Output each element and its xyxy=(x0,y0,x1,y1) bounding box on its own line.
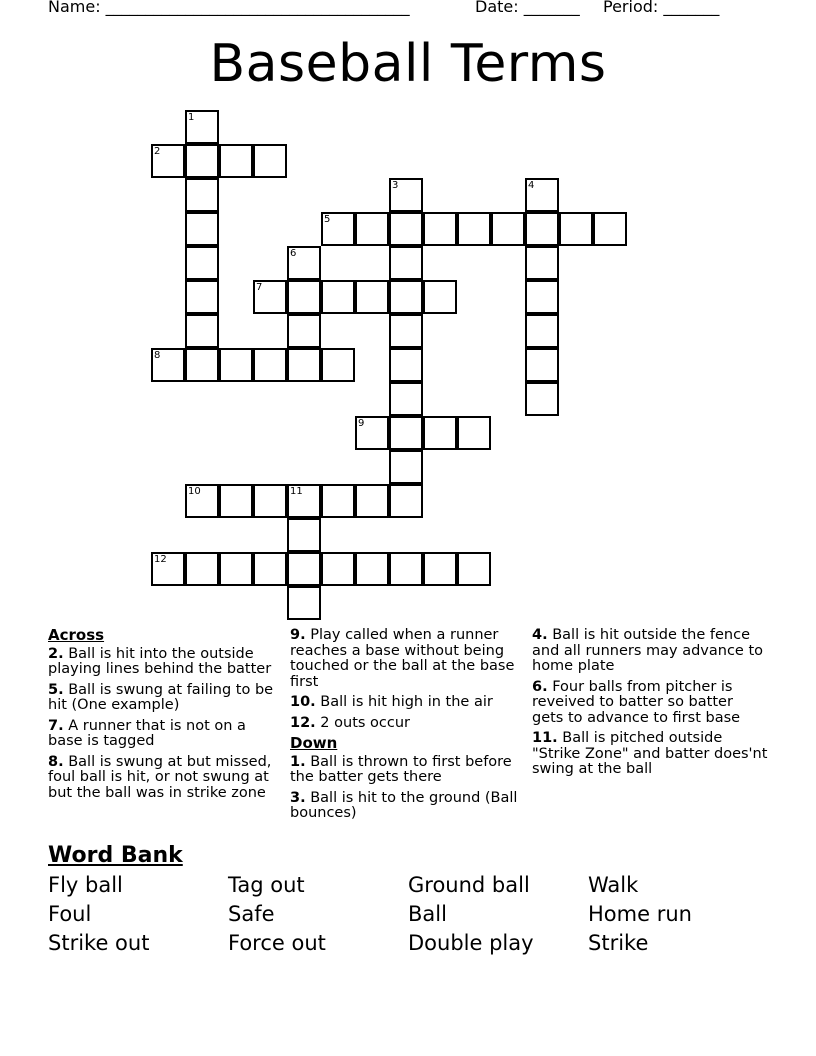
word-bank-item: Tag out xyxy=(228,873,305,897)
grid-cell[interactable] xyxy=(321,280,355,314)
grid-cell[interactable] xyxy=(287,586,321,620)
grid-cell[interactable] xyxy=(185,212,219,246)
grid-cell[interactable] xyxy=(151,144,185,178)
word-bank-item: Force out xyxy=(228,931,326,955)
grid-cell[interactable] xyxy=(525,348,559,382)
word-bank-title: Word Bank xyxy=(48,843,183,868)
down-heading: Down xyxy=(290,734,338,752)
grid-cell[interactable] xyxy=(457,212,491,246)
clue-number: 11 xyxy=(290,486,303,497)
grid-cell[interactable] xyxy=(287,280,321,314)
grid-cell[interactable] xyxy=(559,212,593,246)
grid-cell[interactable] xyxy=(423,416,457,450)
grid-cell[interactable] xyxy=(321,552,355,586)
clue-across-9: 9. Play called when a runner reaches a base without being touched or the ball at the base first xyxy=(290,627,515,690)
clue-down-3: 3. Ball is hit to the ground (Ball bounces) xyxy=(290,789,518,821)
clue-number: 1 xyxy=(188,112,195,123)
grid-cell[interactable] xyxy=(491,212,525,246)
grid-cell[interactable] xyxy=(389,280,423,314)
grid-cell[interactable] xyxy=(185,552,219,586)
grid-cell[interactable] xyxy=(185,348,219,382)
word-bank-item: Ground ball xyxy=(408,873,530,897)
clue-down-4: 4. Ball is hit outside the fence and all runners may advance to home plate xyxy=(532,627,764,674)
word-bank-item: Strike xyxy=(588,931,649,955)
word-bank-item: Walk xyxy=(588,873,639,897)
across-heading: Across xyxy=(48,626,105,644)
word-bank-item: Ball xyxy=(408,902,447,926)
word-bank-item: Double play xyxy=(408,931,534,955)
grid-cell[interactable] xyxy=(253,144,287,178)
grid-cell[interactable] xyxy=(287,552,321,586)
word-bank-item: Strike out xyxy=(48,931,150,955)
clue-across-8: 8. Ball is swung at but missed, foul ball is hit, or not swung at but the ball was in strike zone xyxy=(48,753,272,801)
clue-number: 7 xyxy=(256,282,263,293)
grid-cell[interactable] xyxy=(287,246,321,280)
grid-cell[interactable] xyxy=(355,212,389,246)
grid-cell[interactable] xyxy=(457,416,491,450)
grid-cell[interactable] xyxy=(321,484,355,518)
grid-cell[interactable] xyxy=(525,382,559,416)
clue-number: 6 xyxy=(290,248,297,259)
name-field[interactable]: Name: ______________________________________ xyxy=(48,0,410,16)
grid-cell[interactable] xyxy=(525,178,559,212)
clue-number: 5 xyxy=(324,214,331,225)
period-field[interactable]: Period: _______ xyxy=(603,0,720,16)
word-bank-item: Home run xyxy=(588,902,692,926)
grid-cell[interactable] xyxy=(389,348,423,382)
grid-cell[interactable] xyxy=(389,212,423,246)
grid-cell[interactable] xyxy=(287,314,321,348)
grid-cell[interactable] xyxy=(253,348,287,382)
grid-cell[interactable] xyxy=(525,314,559,348)
grid-cell[interactable] xyxy=(389,246,423,280)
grid-cell[interactable] xyxy=(321,212,355,246)
grid-cell[interactable] xyxy=(389,314,423,348)
clue-number: 12 xyxy=(154,554,167,565)
date-field[interactable]: Date: _______ xyxy=(475,0,580,16)
clues-column-1 xyxy=(48,628,280,806)
word-bank-item: Safe xyxy=(228,902,275,926)
grid-cell[interactable] xyxy=(423,212,457,246)
clue-number: 4 xyxy=(528,180,535,191)
grid-cell[interactable] xyxy=(389,552,423,586)
grid-cell[interactable] xyxy=(389,382,423,416)
clue-number: 3 xyxy=(392,180,399,191)
clue-across-5: 5. Ball is swung at failing to be hit (One example) xyxy=(48,681,274,713)
clue-down-11: 11. Ball is pitched outside "Strike Zone" and batter does'nt swing at the ball xyxy=(532,730,768,777)
grid-cell[interactable] xyxy=(457,552,491,586)
grid-cell[interactable] xyxy=(185,178,219,212)
grid-cell[interactable] xyxy=(355,552,389,586)
clue-down-6: 6. Four balls from pitcher is reveived to batter so batter gets to advance to first base xyxy=(532,678,741,726)
grid-cell[interactable] xyxy=(219,144,253,178)
grid-cell[interactable] xyxy=(321,348,355,382)
grid-cell[interactable] xyxy=(185,314,219,348)
grid-cell[interactable] xyxy=(219,484,253,518)
grid-cell[interactable] xyxy=(185,246,219,280)
grid-cell[interactable] xyxy=(525,280,559,314)
clues-column-3 xyxy=(532,628,768,783)
grid-cell[interactable] xyxy=(151,348,185,382)
page-title: Baseball Terms xyxy=(209,34,607,94)
grid-cell[interactable] xyxy=(423,280,457,314)
grid-cell[interactable] xyxy=(253,552,287,586)
grid-cell[interactable] xyxy=(423,552,457,586)
word-bank-item: Fly ball xyxy=(48,873,123,897)
grid-cell[interactable] xyxy=(253,280,287,314)
clue-across-7: 7. A runner that is not on a base is tagged xyxy=(48,717,246,749)
grid-cell[interactable] xyxy=(287,484,321,518)
clue-number: 10 xyxy=(188,486,201,497)
clues-column-2 xyxy=(290,628,522,827)
grid-cell[interactable] xyxy=(185,110,219,144)
grid-cell[interactable] xyxy=(253,484,287,518)
grid-cell[interactable] xyxy=(287,348,321,382)
grid-cell[interactable] xyxy=(389,178,423,212)
grid-cell[interactable] xyxy=(593,212,627,246)
grid-cell[interactable] xyxy=(389,450,423,484)
grid-cell[interactable] xyxy=(185,484,219,518)
grid-cell[interactable] xyxy=(287,518,321,552)
clue-across-12: 12. 2 outs occur xyxy=(290,714,411,731)
grid-cell[interactable] xyxy=(525,212,559,246)
word-bank-item: Foul xyxy=(48,902,92,926)
grid-cell[interactable] xyxy=(389,416,423,450)
grid-cell[interactable] xyxy=(355,416,389,450)
clue-number: 9 xyxy=(358,418,365,429)
grid-cell[interactable] xyxy=(151,552,185,586)
grid-cell[interactable] xyxy=(389,484,423,518)
clue-down-1: 1. Ball is thrown to first before the batter gets there xyxy=(290,753,512,785)
clue-number: 2 xyxy=(154,146,161,157)
clue-across-10: 10. Ball is hit high in the air xyxy=(290,694,493,710)
clue-number: 8 xyxy=(154,350,161,361)
grid-cell[interactable] xyxy=(219,348,253,382)
grid-cell[interactable] xyxy=(355,484,389,518)
grid-cell[interactable] xyxy=(355,280,389,314)
clue-across-2: 2. Ball is hit into the outside playing lines behind the batter xyxy=(48,645,272,677)
grid-cell[interactable] xyxy=(185,280,219,314)
grid-cell[interactable] xyxy=(185,144,219,178)
grid-cell[interactable] xyxy=(219,552,253,586)
grid-cell[interactable] xyxy=(525,246,559,280)
